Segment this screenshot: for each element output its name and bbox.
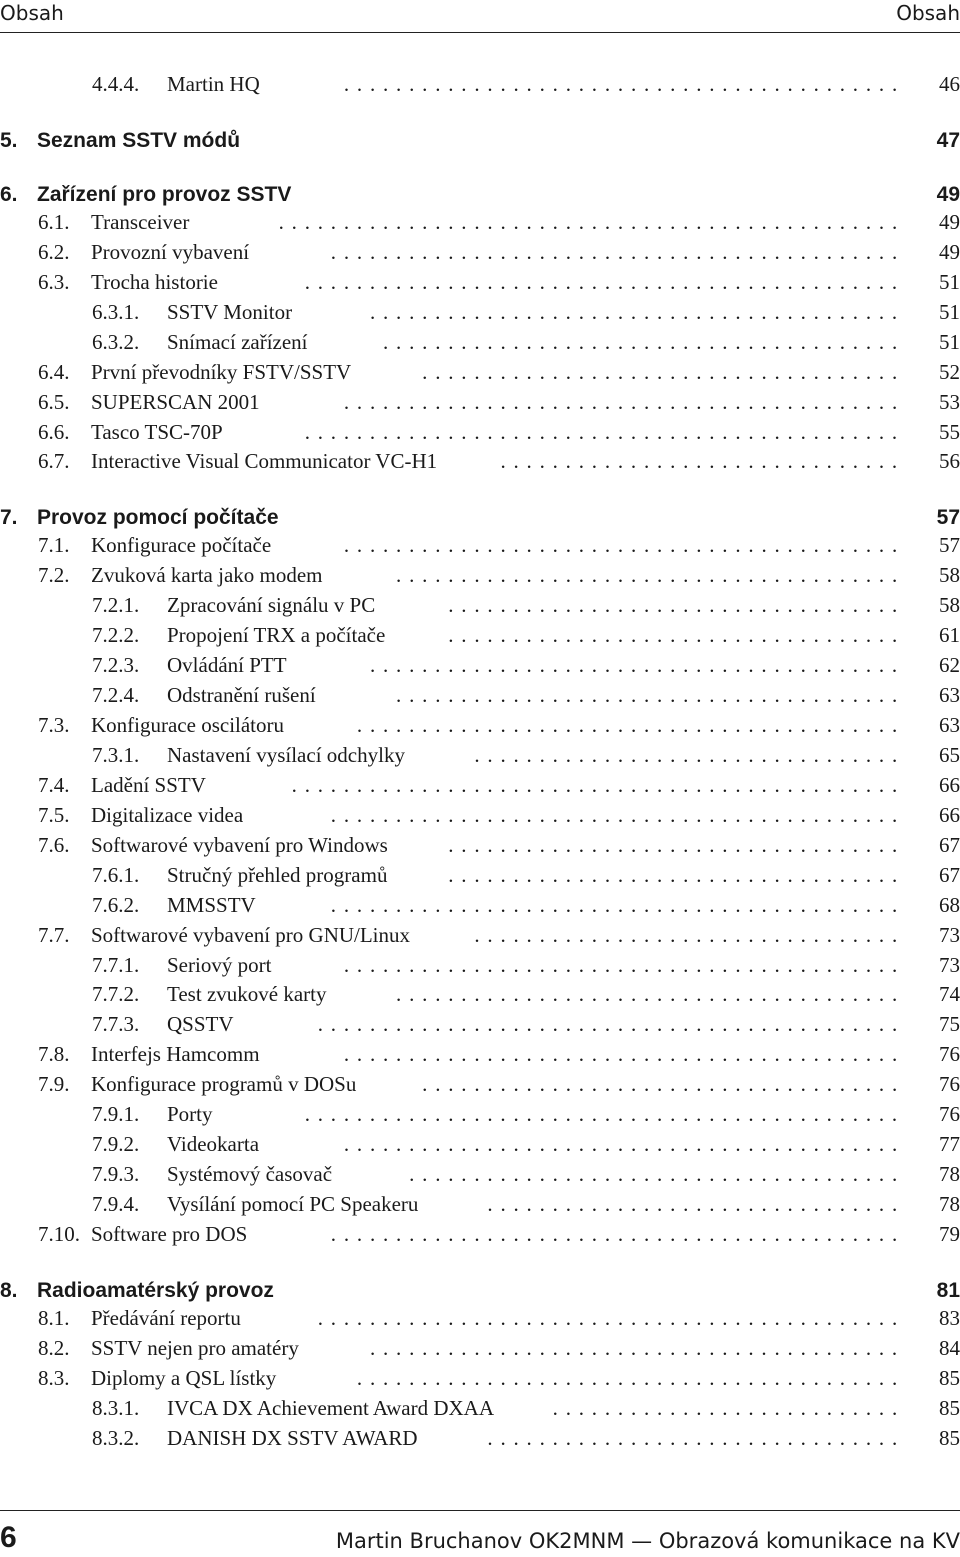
toc-entry[interactable] — [0, 713, 960, 743]
dot-leader: ............................................. — [317, 1305, 905, 1330]
toc-entry-title: Konfigurace programů v DOSu — [91, 1072, 357, 1097]
toc-entry-number: 7.2. — [38, 563, 70, 588]
toc-entry-number: 7.7.1. — [92, 952, 140, 977]
toc-entry-page: 51 — [939, 269, 960, 294]
toc-entry-page: 76 — [939, 1042, 960, 1067]
header-left: Obsah — [0, 1, 64, 25]
toc-entry-page: 58 — [939, 563, 960, 588]
toc-entry-page: 78 — [939, 1192, 960, 1216]
dot-leader: ................................ — [487, 1425, 905, 1450]
toc-entry-number: 8.3.1. — [92, 1395, 140, 1420]
toc-entry[interactable] — [0, 270, 960, 300]
dot-leader: ......................................... — [369, 1335, 905, 1360]
toc-entry-page: 85 — [939, 1365, 960, 1390]
toc-entry-title: Trocha historie — [91, 269, 218, 294]
toc-entry-number: 6.1. — [38, 209, 70, 234]
dot-leader: ......................................... — [369, 299, 905, 324]
toc-entry-title: Snímací zařízení — [167, 329, 308, 354]
toc-entry-page: 85 — [939, 1425, 960, 1450]
toc-entry-number: 7.2.2. — [92, 623, 140, 648]
dot-leader: ......................................... — [369, 653, 905, 678]
toc-entry-number: 6.6. — [38, 419, 70, 444]
toc-entry-number: 7.4. — [38, 772, 70, 797]
toc-entry[interactable] — [0, 1366, 960, 1396]
dot-leader: .............................................. — [304, 1102, 905, 1127]
dot-leader: ................................... — [448, 593, 905, 618]
toc-entry-page: 85 — [939, 1395, 960, 1420]
toc-entry[interactable] — [0, 1306, 960, 1336]
toc-entry-title: Zpracování signálu v PC — [167, 593, 376, 618]
toc-entry-number: 8.3. — [38, 1365, 70, 1390]
toc-entry[interactable] — [0, 623, 960, 653]
toc-entry-title: Softwarové vybavení pro Windows — [91, 832, 388, 857]
dot-leader: ................................... — [448, 832, 905, 857]
dot-leader: ........................................... — [343, 72, 905, 96]
toc-entry-page: 76 — [939, 1102, 960, 1127]
page-footer — [0, 1510, 960, 1554]
dot-leader: ...................................... — [409, 1162, 905, 1187]
toc-entry-title: Tasco TSC-70P — [91, 419, 223, 444]
toc-entry-page: 78 — [939, 1162, 960, 1187]
toc-entry-page: 73 — [939, 952, 960, 977]
toc-entry-page: 51 — [939, 329, 960, 354]
dot-leader: ................................... — [448, 623, 905, 648]
toc-entry[interactable] — [0, 982, 960, 1012]
toc-entry-number: 6.7. — [38, 449, 70, 474]
toc-entry[interactable] — [0, 1102, 960, 1132]
toc-entry-page: 65 — [939, 742, 960, 767]
toc-entry-title: Konfigurace počítače — [91, 533, 272, 558]
dot-leader: ....................................... — [396, 563, 905, 588]
toc-entry-number: 6.3. — [38, 269, 70, 294]
toc-entry-number: 7.2.3. — [92, 653, 140, 678]
table-of-contents — [0, 72, 960, 1456]
toc-entry-title: IVCA DX Achievement Award DXAA — [167, 1395, 495, 1420]
toc-entry[interactable] — [0, 653, 960, 683]
toc-entry[interactable] — [0, 1192, 960, 1222]
toc-entry-title: Transceiver — [91, 209, 190, 234]
toc-entry-page: 49 — [936, 182, 960, 206]
toc-entry[interactable] — [0, 833, 960, 863]
toc-entry-page: 63 — [939, 713, 960, 737]
toc-entry-number: 7.3. — [38, 713, 70, 737]
toc-entry[interactable] — [0, 743, 960, 773]
toc-entry-title: Nastavení vysílací odchylky — [167, 742, 405, 767]
toc-entry-title: MMSSTV — [167, 892, 256, 917]
toc-entry[interactable] — [0, 563, 960, 593]
dot-leader: .............................................. — [304, 419, 905, 444]
dot-leader: ............................................. — [317, 1012, 905, 1037]
toc-entry[interactable] — [0, 893, 960, 923]
footer-author: Martin Bruchanov OK2MNM — Obrazová komunikace na KV — [335, 1529, 960, 1553]
toc-entry[interactable] — [0, 360, 960, 390]
toc-entry-number: 8. — [0, 1278, 18, 1302]
toc-entry-page: 51 — [939, 299, 960, 324]
toc-entry-title: Seriový port — [167, 952, 272, 977]
toc-entry-title: Interfejs Hamcomm — [91, 1042, 260, 1067]
toc-entry[interactable] — [0, 1162, 960, 1192]
toc-entry-title: Stručný přehled programů — [167, 862, 388, 887]
dot-leader: ........................................... — [343, 1042, 905, 1067]
toc-entry-page: 75 — [939, 1012, 960, 1037]
toc-entry-title: Provozní vybavení — [91, 239, 250, 264]
dot-leader: ............................................ — [330, 239, 905, 264]
dot-leader: ........................................... — [343, 389, 905, 414]
toc-entry-number: 7.6. — [38, 832, 70, 857]
toc-entry[interactable] — [0, 683, 960, 713]
toc-entry-page: 68 — [939, 892, 960, 917]
toc-entry[interactable] — [0, 593, 960, 623]
dot-leader: ....................................... — [396, 982, 905, 1007]
dot-leader: ..................................... — [422, 1072, 905, 1097]
toc-entry-number: 7.8. — [38, 1042, 70, 1067]
dot-leader: ............................................... — [291, 772, 905, 797]
toc-entry-title: DANISH DX SSTV AWARD — [167, 1425, 418, 1450]
toc-entry[interactable] — [0, 533, 960, 563]
toc-entry-title: Ovládání PTT — [167, 653, 287, 678]
toc-entry-number: 8.1. — [38, 1305, 70, 1330]
toc-chapter[interactable] — [0, 1274, 960, 1306]
toc-entry[interactable] — [0, 1132, 960, 1162]
toc-entry-number: 6. — [0, 182, 18, 206]
toc-entry[interactable] — [0, 1012, 960, 1042]
toc-entry[interactable] — [0, 773, 960, 803]
toc-entry-page: 56 — [939, 449, 960, 474]
toc-entry-title: Odstranění rušení — [167, 683, 316, 708]
dot-leader: ............................................ — [330, 892, 905, 917]
toc-entry-number: 7.6.2. — [92, 892, 140, 917]
dot-leader: ........................................ — [383, 329, 905, 354]
toc-entry-title: Diplomy a QSL lístky — [91, 1365, 277, 1390]
toc-entry-title: Martin HQ — [167, 72, 260, 96]
page-number: 6 — [0, 1521, 17, 1554]
toc-entry-title: Konfigurace oscilátoru — [91, 713, 285, 737]
dot-leader: ........................................... — [343, 1132, 905, 1157]
toc-entry-title: Porty — [167, 1102, 213, 1127]
toc-entry-number: 6.5. — [38, 389, 70, 414]
toc-entry-page: 53 — [939, 389, 960, 414]
toc-entry[interactable] — [0, 420, 960, 450]
toc-entry-title: SUPERSCAN 2001 — [91, 389, 260, 414]
toc-entry-title: Provoz pomocí počítače — [37, 506, 279, 530]
toc-entry-number: 5. — [0, 128, 18, 152]
toc-entry-number: 7.7.3. — [92, 1012, 140, 1037]
toc-entry-title: Zvuková karta jako modem — [91, 563, 323, 588]
toc-entry-number: 8.3.2. — [92, 1425, 140, 1450]
toc-entry-number: 7.6.1. — [92, 862, 140, 887]
dot-leader: ............................................ — [330, 802, 905, 827]
toc-entry-title: Softwarové vybavení pro GNU/Linux — [91, 922, 411, 947]
toc-entry-number: 7.9.3. — [92, 1162, 140, 1187]
toc-entry-page: 66 — [939, 772, 960, 797]
dot-leader: .............................................. — [304, 269, 905, 294]
toc-entry[interactable] — [0, 210, 960, 240]
toc-entry-page: 49 — [939, 239, 960, 264]
dot-leader: ....................................... — [396, 683, 905, 708]
toc-entry-title: První převodníky FSTV/SSTV — [91, 359, 352, 384]
dot-leader: ........................................... — [343, 952, 905, 977]
toc-entry[interactable] — [0, 330, 960, 360]
toc-entry-title: Propojení TRX a počítače — [167, 623, 386, 648]
dot-leader: ................................. — [474, 922, 905, 947]
toc-entry-page: 67 — [939, 862, 960, 887]
toc-entry[interactable] — [0, 72, 960, 102]
toc-entry-number: 7.2.1. — [92, 593, 140, 618]
toc-entry-title: SSTV Monitor — [167, 299, 293, 324]
dot-leader: ................................... — [448, 862, 905, 887]
toc-chapter[interactable] — [0, 124, 960, 156]
toc-entry-page: 57 — [936, 506, 960, 530]
toc-entry-number: 6.3.2. — [92, 329, 140, 354]
toc-entry[interactable] — [0, 923, 960, 953]
toc-entry-page: 57 — [939, 533, 960, 558]
dot-leader: ................................. — [474, 742, 905, 767]
toc-entry-number: 7. — [0, 506, 18, 530]
toc-entry-title: Interactive Visual Communicator VC-H1 — [91, 449, 438, 474]
toc-entry-number: 6.3.1. — [92, 299, 140, 324]
toc-entry-number: 6.4. — [38, 359, 70, 384]
toc-entry-number: 7.7. — [38, 922, 70, 947]
toc-entry-title: Předávání reportu — [91, 1305, 241, 1330]
toc-entry-number: 8.2. — [38, 1335, 70, 1360]
toc-entry-title: Vysílání pomocí PC Speakeru — [167, 1192, 419, 1216]
toc-entry-number: 7.5. — [38, 802, 70, 827]
toc-entry-page: 76 — [939, 1072, 960, 1097]
toc-entry-page: 77 — [939, 1132, 960, 1157]
toc-entry-title: Radioamatérský provoz — [37, 1278, 274, 1302]
toc-entry-page: 63 — [939, 683, 960, 708]
toc-entry[interactable] — [0, 1222, 960, 1252]
toc-entry-title: SSTV nejen pro amatéry — [91, 1335, 299, 1360]
toc-entry[interactable] — [0, 449, 960, 479]
toc-entry-page: 52 — [939, 359, 960, 384]
toc-entry-number: 7.9.4. — [92, 1192, 140, 1216]
toc-entry-page: 66 — [939, 802, 960, 827]
toc-entry-page: 83 — [939, 1305, 960, 1330]
toc-entry-number: 7.1. — [38, 533, 70, 558]
dot-leader: ............................... — [500, 449, 905, 474]
toc-entry[interactable] — [0, 1336, 960, 1366]
dot-leader: ................................ — [487, 1192, 905, 1216]
toc-entry-page: 62 — [939, 653, 960, 678]
dot-leader: ..................................... — [422, 359, 905, 384]
dot-leader: ........................... — [552, 1395, 905, 1420]
header-right: Obsah — [896, 1, 960, 25]
toc-entry-page: 74 — [939, 982, 960, 1007]
toc-entry-title: QSSTV — [167, 1012, 234, 1037]
toc-entry[interactable] — [0, 1072, 960, 1102]
toc-entry-page: 49 — [939, 209, 960, 234]
dot-leader: ................................................ — [278, 209, 905, 234]
toc-entry-number: 7.9. — [38, 1072, 70, 1097]
toc-entry-title: Software pro DOS — [91, 1221, 248, 1246]
toc-entry[interactable] — [0, 300, 960, 330]
toc-entry[interactable] — [0, 953, 960, 983]
toc-entry[interactable] — [0, 240, 960, 270]
toc-entry-page: 46 — [939, 72, 960, 96]
toc-entry-page: 73 — [939, 922, 960, 947]
toc-entry-number: 7.9.1. — [92, 1102, 140, 1127]
dot-leader: ............................................ — [330, 1221, 905, 1246]
toc-entry-title: Ladění SSTV — [91, 772, 206, 797]
toc-entry[interactable] — [0, 390, 960, 420]
toc-entry-page: 79 — [939, 1221, 960, 1246]
toc-entry-page: 67 — [939, 832, 960, 857]
toc-entry-number: 7.7.2. — [92, 982, 140, 1007]
toc-entry-number: 6.2. — [38, 239, 70, 264]
toc-entry-title: Zařízení pro provoz SSTV — [37, 182, 292, 206]
toc-entry-number: 7.3.1. — [92, 742, 140, 767]
toc-entry-number: 4.4.4. — [92, 72, 140, 96]
toc-entry-page: 84 — [939, 1335, 960, 1360]
toc-entry-number: 7.9.2. — [92, 1132, 140, 1157]
toc-entry-title: Seznam SSTV módů — [37, 128, 241, 152]
toc-entry-title: Systémový časovač — [167, 1162, 333, 1187]
toc-entry-number: 7.10. — [38, 1221, 80, 1246]
toc-entry-title: Digitalizace videa — [91, 802, 244, 827]
dot-leader: .......................................... — [356, 713, 905, 737]
running-header — [0, 0, 960, 33]
dot-leader: ........................................... — [343, 533, 905, 558]
toc-entry[interactable] — [0, 803, 960, 833]
toc-chapter[interactable] — [0, 178, 960, 210]
toc-entry[interactable] — [0, 863, 960, 893]
toc-entry-page: 58 — [939, 593, 960, 618]
toc-entry-title: Videokarta — [167, 1132, 260, 1157]
toc-entry[interactable] — [0, 1396, 960, 1426]
toc-entry[interactable] — [0, 1042, 960, 1072]
toc-chapter[interactable] — [0, 501, 960, 533]
toc-entry-page: 47 — [936, 128, 960, 152]
toc-entry[interactable] — [0, 1426, 960, 1456]
dot-leader: .......................................... — [356, 1365, 905, 1390]
toc-entry-number: 7.2.4. — [92, 683, 140, 708]
toc-entry-page: 81 — [936, 1278, 960, 1302]
toc-entry-page: 55 — [939, 419, 960, 444]
toc-entry-page: 61 — [939, 623, 960, 648]
toc-entry-title: Test zvukové karty — [167, 982, 327, 1007]
